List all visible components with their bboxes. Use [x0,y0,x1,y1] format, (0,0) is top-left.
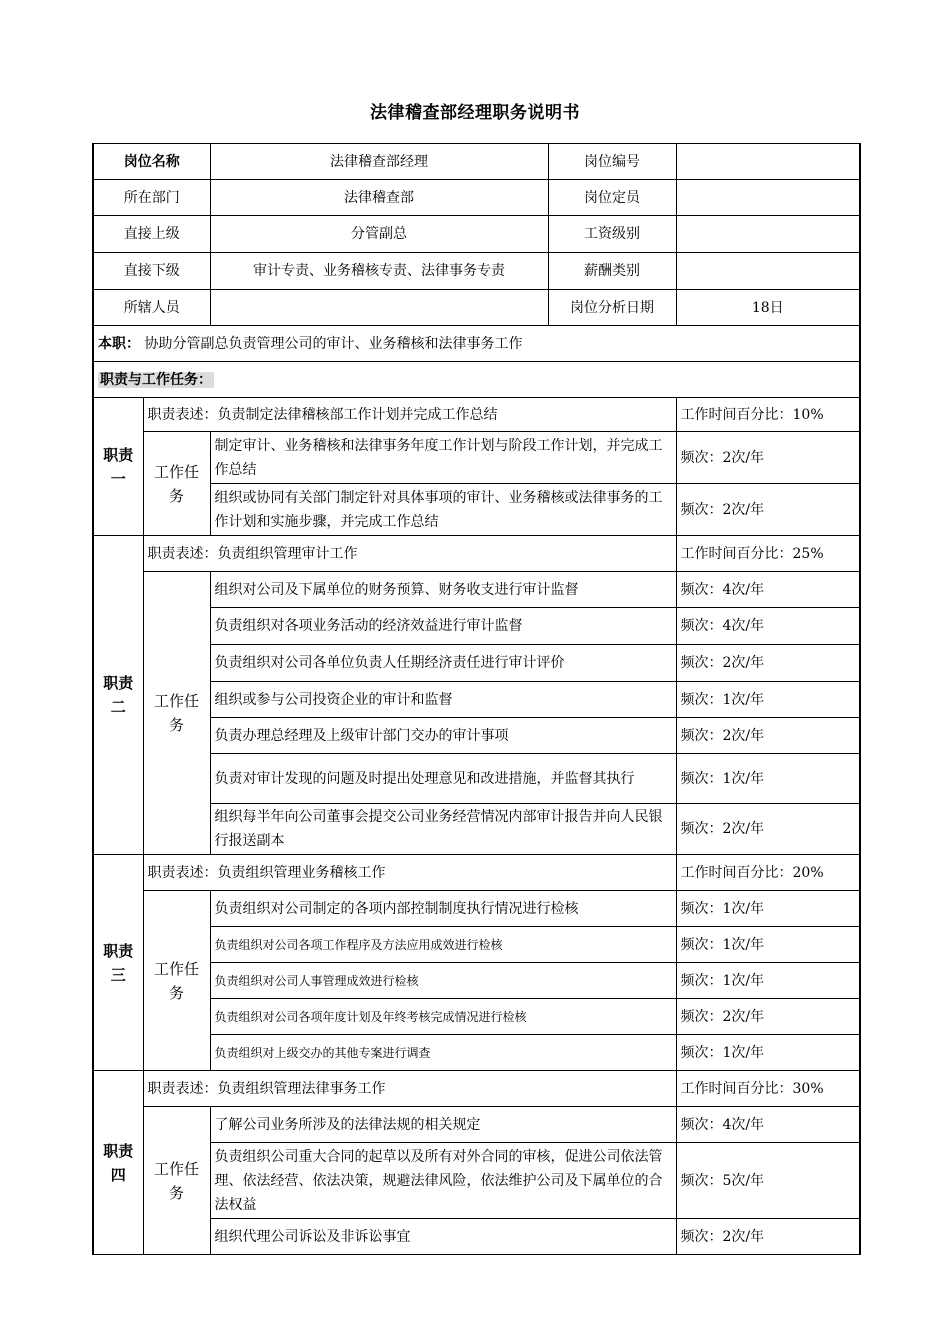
task-text: 负责组织对公司各项年度计划及年终考核完成情况进行检核 [210,999,676,1035]
duty-label: 职责一 [93,398,143,536]
duty-pct: 工作时间百分比：25% [676,536,860,572]
header-row [93,180,860,216]
task-text: 组织每半年向公司董事会提交公司业务经营情况内部审计报告并向人民银行报送副本 [210,804,676,855]
task-text: 了解公司业务所涉及的法律法规的相关规定 [210,1107,676,1143]
task-freq: 频次：1次/年 [676,891,860,927]
task-text: 负责组织对公司人事管理成效进行检核 [210,963,676,999]
task-freq: 频次：4次/年 [676,572,860,608]
task-row [93,432,860,484]
task-freq: 频次：2次/年 [676,645,860,682]
field-value [676,144,860,180]
duty-desc: 职责表述：负责制定法律稽核部工作计划并完成工作总结 [143,398,676,432]
field-label: 薪酬类别 [548,253,676,290]
field-label: 岗位名称 [93,144,210,180]
task-text: 负责组织对公司各单位负责人任期经济责任进行审计评价 [210,645,676,682]
task-label: 工作任务 [143,891,210,1071]
duty-desc-row [93,536,860,572]
task-freq: 频次：2次/年 [676,432,860,484]
field-value [676,216,860,253]
task-label: 工作任务 [143,572,210,855]
task-text: 负责组织公司重大合同的起草以及所有对外合同的审核，促进公司依法管理、依法经营、依法决策，规避法律风险，依法维护公司及下属单位的合法权益 [210,1143,676,1219]
task-row [93,1107,860,1143]
field-label: 所在部门 [93,180,210,216]
duty-label: 职责二 [93,536,143,855]
duty-desc-row [93,855,860,891]
task-text: 负责组织对公司各项工作程序及方法应用成效进行检核 [210,927,676,963]
task-text: 组织或参与公司投资企业的审计和监督 [210,682,676,718]
field-value: 分管副总 [210,216,548,253]
task-row [93,891,860,927]
benzhi-text: 协助分管副总负责管理公司的审计、业务稽核和法律事务工作 [144,335,523,352]
duty-label: 职责四 [93,1071,143,1255]
task-freq: 频次：2次/年 [676,484,860,536]
field-label: 工资级别 [548,216,676,253]
task-freq: 频次：4次/年 [676,1107,860,1143]
field-label: 岗位分析日期 [548,290,676,326]
field-label: 直接下级 [93,253,210,290]
duty-desc: 职责表述：负责组织管理法律事务工作 [143,1071,676,1107]
duty-pct: 工作时间百分比：30% [676,1071,860,1107]
header-row [93,290,860,326]
duty-desc-row [93,1071,860,1107]
duty-label: 职责三 [93,855,143,1071]
task-text: 负责办理总经理及上级审计部门交办的审计事项 [210,718,676,754]
field-value [676,253,860,290]
field-label: 直接上级 [93,216,210,253]
field-value: 18日 [676,290,860,326]
task-freq: 频次：2次/年 [676,804,860,855]
duty-desc: 职责表述：负责组织管理审计工作 [143,536,676,572]
field-value [210,290,548,326]
document-title: 法律稽查部经理职务说明书 [370,103,580,123]
task-text: 负责组织对上级交办的其他专案进行调查 [210,1035,676,1071]
task-freq: 频次：2次/年 [676,718,860,754]
job-description-table [92,143,861,1255]
section-title: 职责与工作任务： [100,371,212,388]
duty-desc: 职责表述：负责组织管理业务稽核工作 [143,855,676,891]
duty-pct: 工作时间百分比：10% [676,398,860,432]
task-text: 组织代理公司诉讼及非诉讼事宜 [210,1219,676,1255]
task-text: 组织或协同有关部门制定针对具体事项的审计、业务稽核或法律事务的工作计划和实施步骤，并完成工作总结 [210,484,676,536]
field-value: 法律稽查部 [210,180,548,216]
header-row [93,144,860,180]
task-freq: 频次：5次/年 [676,1143,860,1219]
task-freq: 频次：2次/年 [676,999,860,1035]
task-freq: 频次：2次/年 [676,1219,860,1255]
field-value: 审计专责、业务稽核专责、法律事务专责 [210,253,548,290]
duty-pct: 工作时间百分比：20% [676,855,860,891]
task-freq: 频次：1次/年 [676,754,860,804]
field-label: 所辖人员 [93,290,210,326]
section-title-row [93,362,860,398]
header-row [93,216,860,253]
field-value [676,180,860,216]
task-text: 负责组织对公司制定的各项内部控制制度执行情况进行检核 [210,891,676,927]
field-label: 岗位定员 [548,180,676,216]
task-label: 工作任务 [143,1107,210,1255]
task-text: 负责组织对各项业务活动的经济效益进行审计监督 [210,608,676,645]
task-freq: 频次：1次/年 [676,1035,860,1071]
task-freq: 频次：1次/年 [676,682,860,718]
field-label: 岗位编号 [548,144,676,180]
task-row [93,572,860,608]
task-freq: 频次：4次/年 [676,608,860,645]
task-text: 制定审计、业务稽核和法律事务年度工作计划与阶段工作计划，并完成工作总结 [210,432,676,484]
benzhi-label: 本职： [98,335,140,352]
task-text: 负责对审计发现的问题及时提出处理意见和改进措施，并监督其执行 [210,754,676,804]
benzhi-row [93,326,860,362]
duty-desc-row [93,398,860,432]
task-label: 工作任务 [143,432,210,536]
field-value: 法律稽查部经理 [210,144,548,180]
task-text: 组织对公司及下属单位的财务预算、财务收支进行审计监督 [210,572,676,608]
header-row [93,253,860,290]
task-freq: 频次：1次/年 [676,963,860,999]
task-freq: 频次：1次/年 [676,927,860,963]
